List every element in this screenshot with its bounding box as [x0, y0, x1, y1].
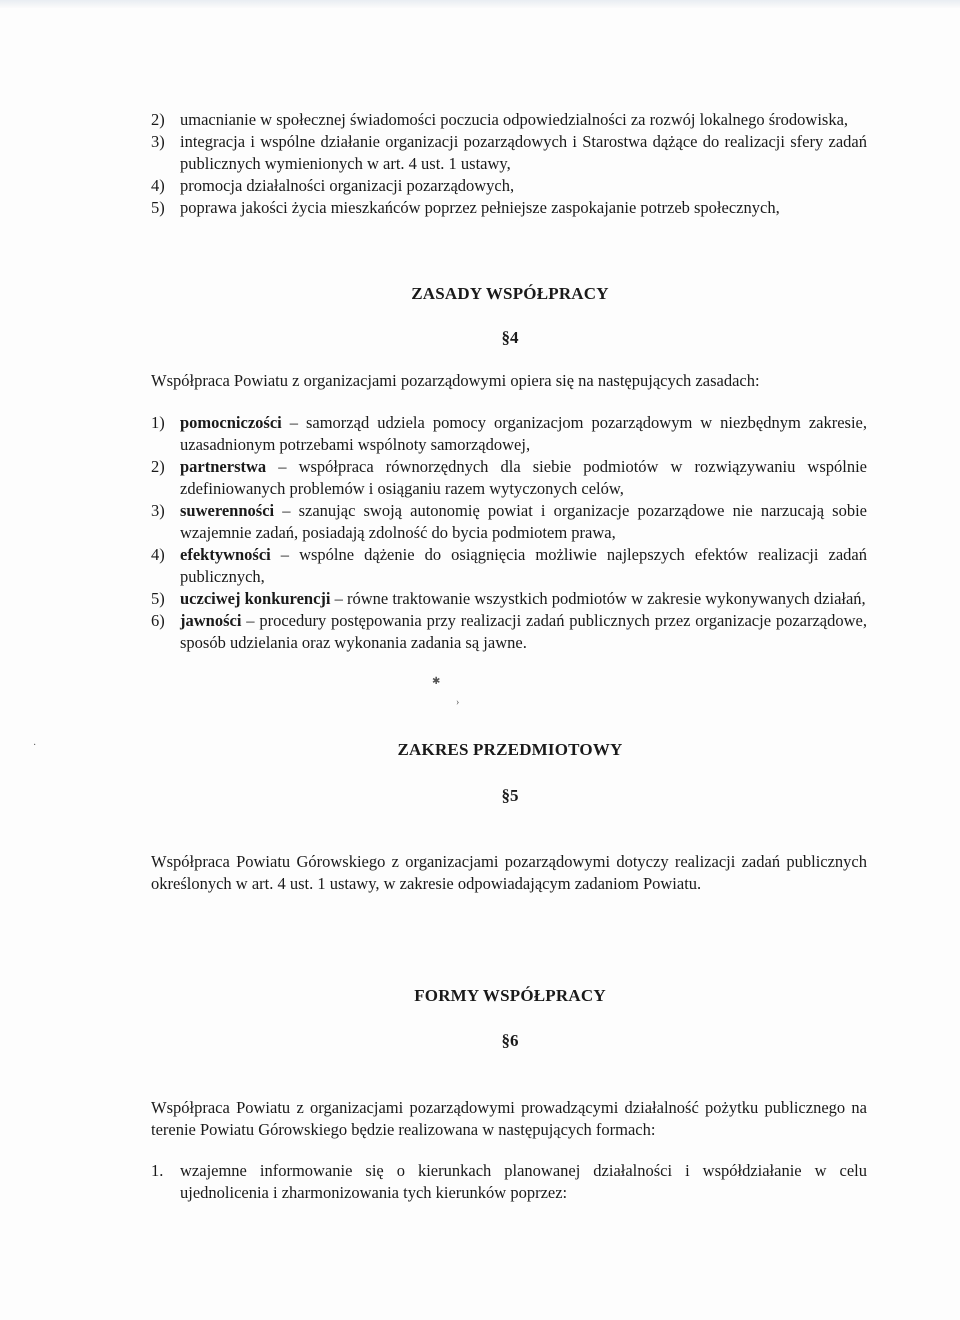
scope-text: Współpraca Powiatu Górowskiego z organizacjami pozarządowymi dotyczy realizacji zadań publicznych określonych w art. 4 ust. 1 ustawy, w zakresie odpowiadającym zadaniom Powiatu. [151, 852, 867, 893]
forms-list [151, 1160, 867, 1204]
item-keyword: suwerenności [180, 501, 275, 520]
section-heading-scope: ZAKRES PRZEDMIOTOWY [397, 740, 623, 759]
list-item [151, 197, 867, 219]
list-item [151, 1160, 867, 1204]
item-keyword: partnerstwa [180, 457, 267, 476]
forms-intro: Współpraca Powiatu z organizacjami pozarządowymi prowadzącymi działalność pożytku publicznego na terenie Powiatu Górowskiego będzie realizowana w następujących formach: [151, 1098, 867, 1139]
item-keyword: jawności [180, 611, 242, 630]
list-item [151, 456, 867, 500]
scan-speck: ✱ [432, 676, 441, 687]
item-number: 6) [151, 611, 165, 630]
paragraph-number-6: §6 [501, 1031, 519, 1050]
item-text: – równe traktowanie wszystkich podmiotów w zakresie wykonywanych działań, [330, 589, 866, 608]
goals-list [151, 109, 867, 219]
item-number: 3) [151, 132, 165, 151]
section-heading-principles: ZASADY WSPÓŁPRACY [411, 284, 609, 303]
principles-intro: Współpraca Powiatu z organizacjami pozarządowymi opiera się na następujących zasadach: [151, 371, 760, 390]
item-text: poprawa jakości życia mieszkańców poprzez pełniejsze zaspokajanie potrzeb społecznych, [180, 198, 780, 217]
item-text: – samorząd udziela pomocy organizacjom pozarządowym w niezbędnym zakresie, uzasadnionym potrzebami wspólnoty samorządowej, [180, 413, 867, 454]
list-item [151, 544, 867, 588]
item-text: – szanując swoją autonomię powiat i organizacje pozarządowe nie narzucają sobie wzajemnie zadań, posiadają zdolność do bycia podmiotem prawa, [180, 501, 867, 542]
item-number: 1) [151, 413, 165, 432]
item-text: promocja działalności organizacji pozarządowych, [180, 176, 515, 195]
item-keyword: pomocniczości [180, 413, 282, 432]
item-number: 4) [151, 545, 165, 564]
list-item [151, 412, 867, 456]
list-item [151, 131, 867, 175]
item-number: 4) [151, 176, 165, 195]
item-number: 2) [151, 457, 165, 476]
item-text: wzajemne informowanie się o kierunkach planowanej działalności i współdziałanie w celu ujednolicenia i zharmonizowania tych kierunków poprzez: [180, 1161, 867, 1202]
item-keyword: uczciwej konkurencji [180, 589, 331, 608]
item-number: 5) [151, 198, 165, 217]
principles-list [151, 412, 867, 654]
section-heading-forms: FORMY WSPÓŁPRACY [414, 986, 606, 1005]
list-item [151, 109, 867, 131]
item-text: – procedury postępowania przy realizacji zadań publicznych przez organizacje pozarządowe, sposób udzielania oraz wykonania zadania są jawne. [180, 611, 867, 652]
paragraph-number-5: §5 [501, 786, 519, 805]
item-text: integracja i wspólne działanie organizacji pozarządowych i Starostwa dążące do realizacji sfery zadań publicznych wymienionych w art. 4 ust. 1 ustawy, [180, 132, 867, 173]
paragraph-number-4: §4 [501, 328, 519, 347]
list-item [151, 175, 867, 197]
list-item [151, 610, 867, 654]
scan-edge [0, 0, 960, 8]
item-number: 5) [151, 589, 165, 608]
item-number: 3) [151, 501, 165, 520]
scan-speck: › [456, 697, 460, 708]
item-text: – wspólne dążenie do osiągnięcia możliwie najlepszych efektów realizacji zadań publicznych, [180, 545, 867, 586]
item-text: – współpraca równorzędnych dla siebie podmiotów w rozwiązywaniu wspólnie zdefiniowanych problemów i osiąganiu razem wytyczonych celów, [180, 457, 867, 498]
item-text: umacnianie w społecznej świadomości poczucia odpowiedzialności za rozwój lokalnego środowiska, [180, 110, 849, 129]
scan-speck: · [33, 740, 37, 751]
item-number: 2) [151, 110, 165, 129]
list-item [151, 588, 867, 610]
item-keyword: efektywności [180, 545, 271, 564]
item-number: 1. [151, 1161, 164, 1180]
list-item [151, 500, 867, 544]
